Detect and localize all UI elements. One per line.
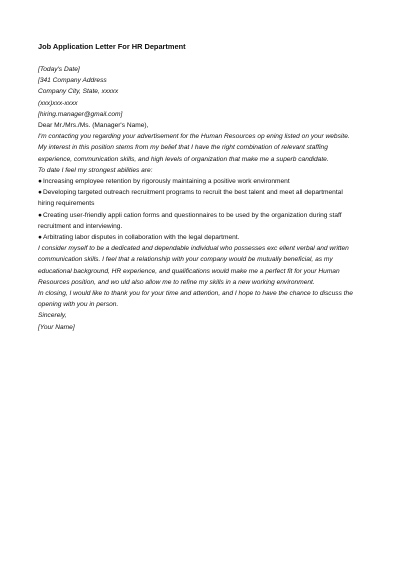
bullet-item <box>38 187 368 198</box>
bullet-icon: ● <box>38 178 42 186</box>
header-phone: (xxx)xxx-xxxx <box>38 99 78 107</box>
salutation: Dear Mr./Mrs./Ms. (Manager's Name), <box>38 122 149 130</box>
closing-line: opening with you in person. <box>38 301 119 309</box>
bullet-continuation: recruitment and interviewing. <box>38 222 123 230</box>
signature-name: [Your Name] <box>38 323 75 331</box>
bullet-text: Arbitrating labor disputes in collaboration with the legal department. <box>43 234 240 242</box>
header-email: [hiring.manager@gmail.com] <box>38 110 123 118</box>
bullet-icon: ● <box>38 189 42 197</box>
abilities-intro: To date I feel my strongest abilities are: <box>38 166 153 174</box>
closing-line: In closing, I would like to thank you for your time and attention, and I hope to have the chance to discuss the <box>38 290 353 298</box>
bullet-continuation: hiring requirements <box>38 200 95 208</box>
bullet-text: Creating user-friendly appli cation forms and questionnaires to be used by the organization during staff <box>43 211 342 219</box>
intro-line: My interest in this position stems from my belief that I have the right combination of relevant staffing <box>38 144 328 152</box>
header-address: [341 Company Address <box>38 77 107 85</box>
header-city-state: Company City, State, xxxxx <box>38 88 119 96</box>
intro-line: I'm contacting you regarding your advertisement for the Human Resources op ening listed on your website. <box>38 133 350 141</box>
bullet-icon: ● <box>38 234 42 242</box>
closing-line: educational background, HR experience, and qualifications would make me a perfect fit for your Human <box>38 267 340 275</box>
bullet-item <box>38 210 368 221</box>
closing-line: I consider myself to be a dedicated and dependable individual who possesses exc ellent verbal and written <box>38 245 349 253</box>
bullet-item <box>38 176 368 187</box>
bullet-text: Increasing employee retention by rigorously maintaining a positive work environment <box>43 178 290 186</box>
header-date: [Today's Date] <box>38 66 80 73</box>
bullet-icon: ● <box>38 211 42 219</box>
bullet-item <box>38 232 368 243</box>
letter-body <box>38 64 368 333</box>
bullet-text: Developing targeted outreach recruitment programs to recruit the best talent and meet all departmental <box>43 189 343 197</box>
signoff: Sincerely, <box>38 312 67 320</box>
closing-line: Resources position, and wo uld also allow me to refine my skills in a new working environment. <box>38 278 315 286</box>
intro-line: experience, communication skills, and high levels of organization that make me a superb candidate. <box>38 155 329 163</box>
closing-line: communication skills. I feel that a relationship with your company would be mutually beneficial, as my <box>38 256 333 264</box>
letter-title: Job Application Letter For HR Department <box>38 42 186 51</box>
